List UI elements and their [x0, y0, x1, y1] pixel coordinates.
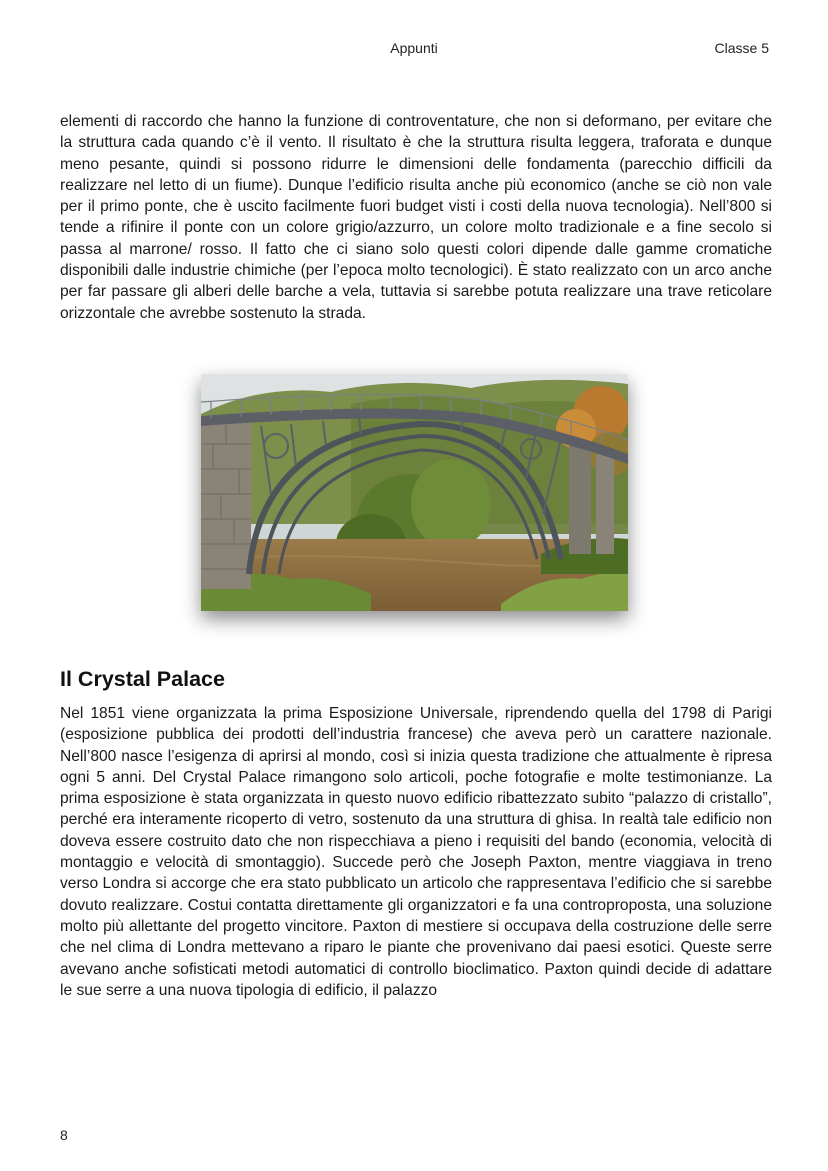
- iron-bridge-illustration: [201, 374, 628, 611]
- section-heading: Il Crystal Palace: [60, 667, 225, 691]
- iron-bridge-photo: [201, 374, 628, 611]
- page-number: 8: [60, 1127, 68, 1143]
- header-class-label: Classe 5: [714, 40, 769, 56]
- header-title: Appunti: [390, 40, 438, 56]
- body-paragraph-crystal-palace: Nel 1851 viene organizzata la prima Esposizione Universale, riprendendo quella del 1798 di Parigi (esposizione pubblica dei prodotti dell’industria francese) che aveva però un carattere nazionale. Nell’800 nasce l’esigenza di aprirsi al mondo, così si inizia questa tradizione che attualmente è ripresa ogni 5 anni. Del Crystal Palace rimangono solo articoli, poche fotografie e molte testimonianze. La prima esposizione è stata organizzata in questo nuovo edificio ribattezzato subito “palazzo di cristallo”, perché era interamente ricoperto di vetro, sostenuto da una struttura di ghisa. In realtà tale edificio non doveva essere costruito dato che non rispecchiava a pieno i requisiti del bando (economia, velocità di montaggio e velocità di smontaggio). Succede però che Joseph Paxton, mentre viaggiava in treno verso Londra si accorge che era stato pubblicato un articolo che rappresentava l’edificio che si sarebbe dovuto realizzare. Costui contatta direttamente gli organizzatori e fa una controproposta, una soluzione molto più allettante del progetto vincitore. Paxton di mestiere si occupava della costruzione delle serre che nel clima di Londra mettevano a riparo le piante che provenivano dai paesi esotici. Queste serre avevano anche sofisticati metodi automatici di controllo bioclimatico. Paxton quindi decide di adattare le sue serre a una nuova tipologia di edificio, il palazzo: [60, 705, 772, 999]
- body-paragraph-bridge: elementi di raccordo che hanno la funzione di controventature, che non si deformano, per evitare che la struttura cada quando c’è il vento. Il risultato è che la struttura risulta leggera, traforata e dunque meno pesante, quindi si possono ridurre le dimensioni delle fondamenta (parecchio difficili da realizzare nel letto di un fiume). Dunque l’edificio risulta anche più economico (anche se ciò non vale per il primo ponte, che è uscito facilmente fuori budget visti i costi della nuova tecnologia). Nell’800 si tende a rifinire il ponte con un colore grigio/azzurro, un colore molto tradizionale e a fine secolo si passa al marrone/ rosso. Il fatto che ci siano solo questi colori dipende dalle gamme cromatiche disponibili dalle industrie chimiche (per l’epoca molto tecnologici). È stato realizzato con un arco anche per far passare gli alberi delle barche a vela, tuttavia si sarebbe potuta realizzare una trave reticolare orizzontale che avrebbe sostenuto la strada.: [60, 113, 772, 322]
